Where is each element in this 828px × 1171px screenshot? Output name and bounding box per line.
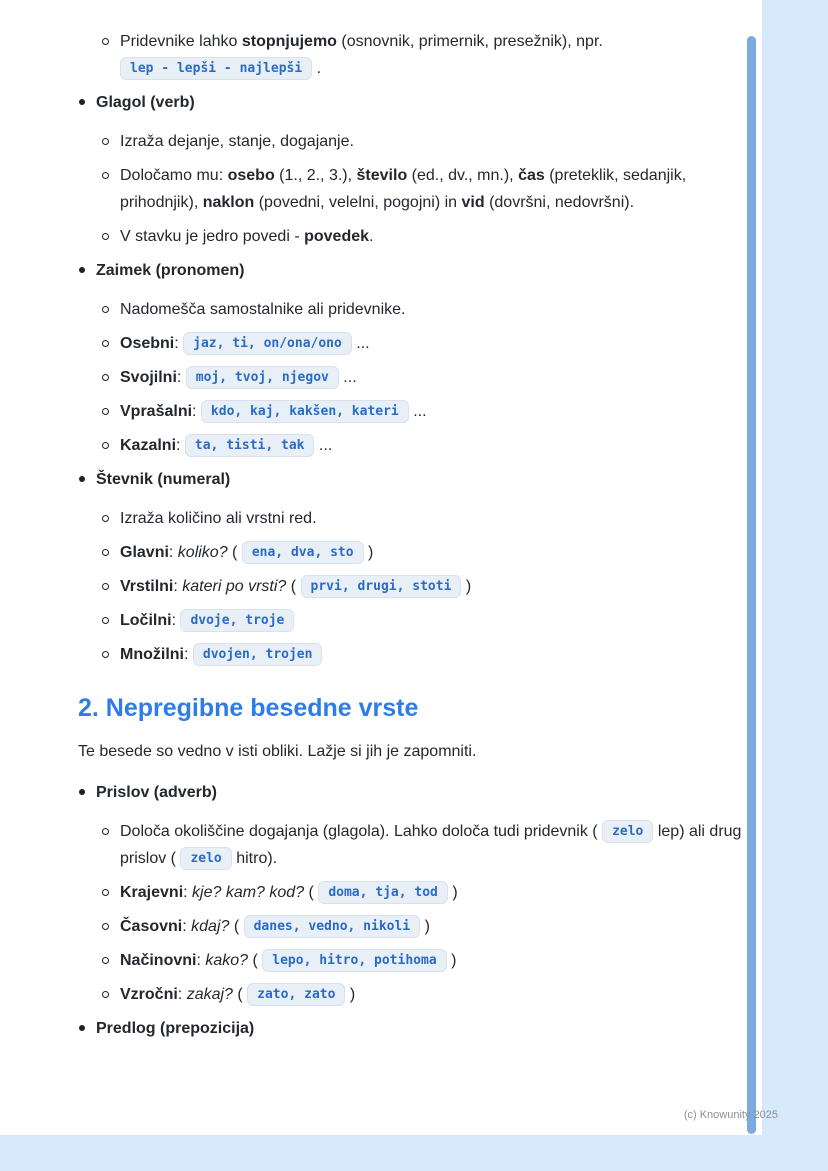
- bullet-circle-icon: [101, 330, 120, 357]
- code-chip: dvoje, troje: [180, 609, 294, 632]
- text-run: :: [182, 918, 192, 935]
- bullet-circle-icon: [101, 432, 120, 459]
- bullet-circle-icon: [101, 162, 120, 216]
- list-item-level2: [78, 505, 746, 532]
- text-run: (: [248, 952, 263, 969]
- list-item-level2: [78, 128, 746, 155]
- text-run: Svojilni: [120, 369, 177, 386]
- list-item-text: [120, 913, 746, 940]
- text-run: Zaimek (pronomen): [96, 262, 245, 279]
- text-run: ): [461, 578, 472, 595]
- bullet-disc-icon: [78, 466, 96, 493]
- text-run: ...: [351, 335, 370, 352]
- text-run: ): [447, 884, 458, 901]
- text-run: (: [304, 884, 319, 901]
- text-run: Izraža količino ali vrstni red.: [120, 510, 317, 527]
- list-item-level2: [78, 981, 746, 1008]
- code-chip: ta, tisti, tak: [185, 434, 315, 457]
- list-item-level2: [78, 818, 746, 872]
- list-item-level2: [78, 539, 746, 566]
- bullet-circle-icon: [101, 128, 120, 155]
- text-run: Te besede so vedno v isti obliki. Lažje si jih je zapomniti.: [78, 743, 477, 760]
- text-run: ...: [338, 369, 357, 386]
- text-run: .: [369, 228, 374, 245]
- list-item-text: [120, 296, 746, 323]
- bullet-circle-icon: [101, 364, 120, 391]
- text-run: Vprašalni: [120, 403, 193, 420]
- list-item-text: [120, 879, 746, 906]
- text-run: Množilni: [120, 646, 184, 663]
- text-run: (1., 2., 3.),: [274, 167, 357, 184]
- text-run: vid: [461, 194, 485, 211]
- list-item-level2: [78, 913, 746, 940]
- code-chip: danes, vedno, nikoli: [244, 915, 421, 938]
- text-run: naklon: [202, 194, 255, 211]
- bullet-circle-icon: [101, 539, 120, 566]
- list-item-text: [120, 364, 746, 391]
- list-item-text: [120, 607, 746, 634]
- text-run: Pridevnike lahko: [120, 33, 242, 50]
- section-heading: 2. Nepregibne besedne vrste: [78, 694, 419, 722]
- list-item-text: [120, 223, 746, 250]
- list-item-text: [96, 466, 746, 493]
- code-chip: lep - lepši - najlepši: [120, 57, 312, 80]
- text-run: stopnjujemo: [241, 33, 337, 50]
- list-item-level2: [78, 296, 746, 323]
- text-run: ): [345, 986, 356, 1003]
- list-item-level1: [78, 779, 746, 806]
- text-run: ): [446, 952, 457, 969]
- text-run: zakaj?: [186, 986, 233, 1003]
- text-run: povedek: [304, 228, 370, 245]
- text-run: Števnik (numeral): [96, 471, 231, 488]
- text-run: (osnovnik, primernik, presežnik), npr.: [336, 33, 603, 50]
- bullet-circle-icon: [101, 818, 120, 872]
- bullet-circle-icon: [101, 398, 120, 425]
- list-item-level2: [78, 607, 746, 634]
- list-item-text: [120, 641, 746, 668]
- code-chip: zelo: [602, 820, 653, 843]
- list-item-text: [96, 779, 746, 806]
- code-chip: doma, tja, tod: [318, 881, 448, 904]
- text-run: :: [196, 952, 206, 969]
- code-chip: zato, zato: [247, 983, 345, 1006]
- code-chip: dvojen, trojen: [193, 643, 323, 666]
- text-run: :: [168, 544, 178, 561]
- list-item-text: [120, 539, 746, 566]
- text-run: Določamo mu:: [120, 167, 228, 184]
- text-run: :: [183, 646, 193, 663]
- text-run: Vrstilni: [120, 578, 174, 595]
- text-run: (povedni, velelni, pogojni) in: [254, 194, 462, 211]
- text-run: (: [229, 918, 244, 935]
- text-run: Časovni: [120, 918, 183, 935]
- text-run: kje? kam? kod?: [192, 884, 305, 901]
- text-run: Načinovni: [120, 952, 197, 969]
- text-run: koliko?: [177, 544, 228, 561]
- text-run: lep) ali drug prislov (: [120, 823, 742, 867]
- text-run: :: [171, 612, 181, 629]
- bullet-circle-icon: [101, 641, 120, 668]
- text-run: V stavku je jedro povedi -: [120, 228, 305, 245]
- text-run: Nadomešča samostalnike ali pridevnike.: [120, 301, 406, 318]
- code-chip: moj, tvoj, njegov: [186, 366, 339, 389]
- list-item-level2: [78, 432, 746, 459]
- list-item-text: [120, 28, 746, 82]
- code-chip: kdo, kaj, kakšen, kateri: [201, 400, 409, 423]
- list-item-text: [120, 818, 746, 872]
- code-chip: jaz, ti, on/ona/ono: [183, 332, 352, 355]
- bullet-disc-icon: [78, 779, 96, 806]
- text-run: (dovršni, nedovršni).: [484, 194, 635, 211]
- text-run: Kazalni: [120, 437, 177, 454]
- bullet-circle-icon: [101, 573, 120, 600]
- viewer-background-bottom: [0, 1135, 828, 1171]
- list-item-level2: [78, 364, 746, 391]
- code-chip: lepo, hitro, potihoma: [262, 949, 446, 972]
- list-item-level2: [78, 641, 746, 668]
- list-item-text: [96, 257, 746, 284]
- list-item-level1: [78, 1015, 746, 1042]
- list-item-level1: [78, 89, 746, 116]
- list-item-text: [120, 398, 746, 425]
- list-item-text: [120, 162, 746, 216]
- text-run: .: [312, 60, 322, 77]
- list-item-level1: [78, 466, 746, 493]
- list-item-level2: [78, 162, 746, 216]
- bullet-circle-icon: [101, 607, 120, 634]
- text-run: ...: [408, 403, 427, 420]
- text-run: Ločilni: [120, 612, 172, 629]
- text-run: število: [356, 167, 408, 184]
- text-run: :: [192, 403, 201, 420]
- list-item-level1: [78, 257, 746, 284]
- copyright-footer: (c) Knowunity 2025: [683, 1109, 778, 1121]
- text-run: Izraža dejanje, stanje, dogajanje.: [120, 133, 354, 150]
- list-item-text: [120, 981, 746, 1008]
- text-run: hitro).: [231, 850, 278, 867]
- text-run: (preteklik, sedanjik, prihodnjik),: [120, 167, 687, 211]
- list-item-text: [120, 128, 746, 155]
- list-item-text: [96, 1015, 746, 1042]
- list-item-text: [96, 89, 746, 116]
- text-run: (: [286, 578, 301, 595]
- list-item-text: [120, 432, 746, 459]
- text-run: (: [227, 544, 242, 561]
- bullet-circle-icon: [101, 505, 120, 532]
- text-run: Glavni: [120, 544, 169, 561]
- bullet-circle-icon: [101, 913, 120, 940]
- scrollbar-thumb[interactable]: [747, 36, 756, 1134]
- text-run: čas: [518, 167, 545, 184]
- bullet-circle-icon: [101, 947, 120, 974]
- text-run: Krajevni: [120, 884, 184, 901]
- text-run: Prislov (adverb): [96, 784, 217, 801]
- text-run: Vzročni: [120, 986, 178, 1003]
- list-item-text: [120, 947, 746, 974]
- bullet-circle-icon: [101, 223, 120, 250]
- text-run: ): [420, 918, 430, 935]
- bullet-disc-icon: [78, 89, 96, 116]
- text-run: kdaj?: [191, 918, 230, 935]
- text-run: Določa okoliščine dogajanja (glagola). Lahko določa tudi pridevnik (: [120, 823, 603, 840]
- bullet-circle-icon: [101, 28, 120, 82]
- text-run: (: [232, 986, 248, 1003]
- bullet-circle-icon: [101, 296, 120, 323]
- list-item-level2: [78, 223, 746, 250]
- text-run: kako?: [205, 952, 249, 969]
- list-item-level2: [78, 330, 746, 357]
- paragraph: [78, 738, 746, 765]
- text-run: :: [174, 335, 184, 352]
- text-run: (ed., dv., mn.),: [407, 167, 519, 184]
- text-run: :: [176, 369, 186, 386]
- code-chip: zelo: [180, 847, 231, 870]
- text-run: Glagol (verb): [96, 94, 195, 111]
- bullet-circle-icon: [101, 879, 120, 906]
- text-run: :: [176, 437, 185, 454]
- text-run: :: [177, 986, 187, 1003]
- text-run: :: [183, 884, 193, 901]
- text-run: :: [173, 578, 183, 595]
- bullet-disc-icon: [78, 1015, 96, 1042]
- text-run: ...: [314, 437, 333, 454]
- code-chip: prvi, drugi, stoti: [301, 575, 462, 598]
- list-item-level2: [78, 947, 746, 974]
- bullet-circle-icon: [101, 981, 120, 1008]
- code-chip: ena, dva, sto: [242, 541, 364, 564]
- list-item-text: [120, 573, 746, 600]
- list-item-text: [120, 505, 746, 532]
- text-run: kateri po vrsti?: [182, 578, 287, 595]
- text-run: osebo: [227, 167, 275, 184]
- text-run: ): [363, 544, 374, 561]
- list-item-level2: [78, 28, 746, 82]
- text-run: Osebni: [120, 335, 175, 352]
- text-run: Predlog (prepozicija): [96, 1020, 255, 1037]
- viewer-background-right: [762, 0, 828, 1171]
- list-item-level2: [78, 398, 746, 425]
- list-item-text: [120, 330, 746, 357]
- list-item-level2: [78, 879, 746, 906]
- list-item-level2: [78, 573, 746, 600]
- bullet-disc-icon: [78, 257, 96, 284]
